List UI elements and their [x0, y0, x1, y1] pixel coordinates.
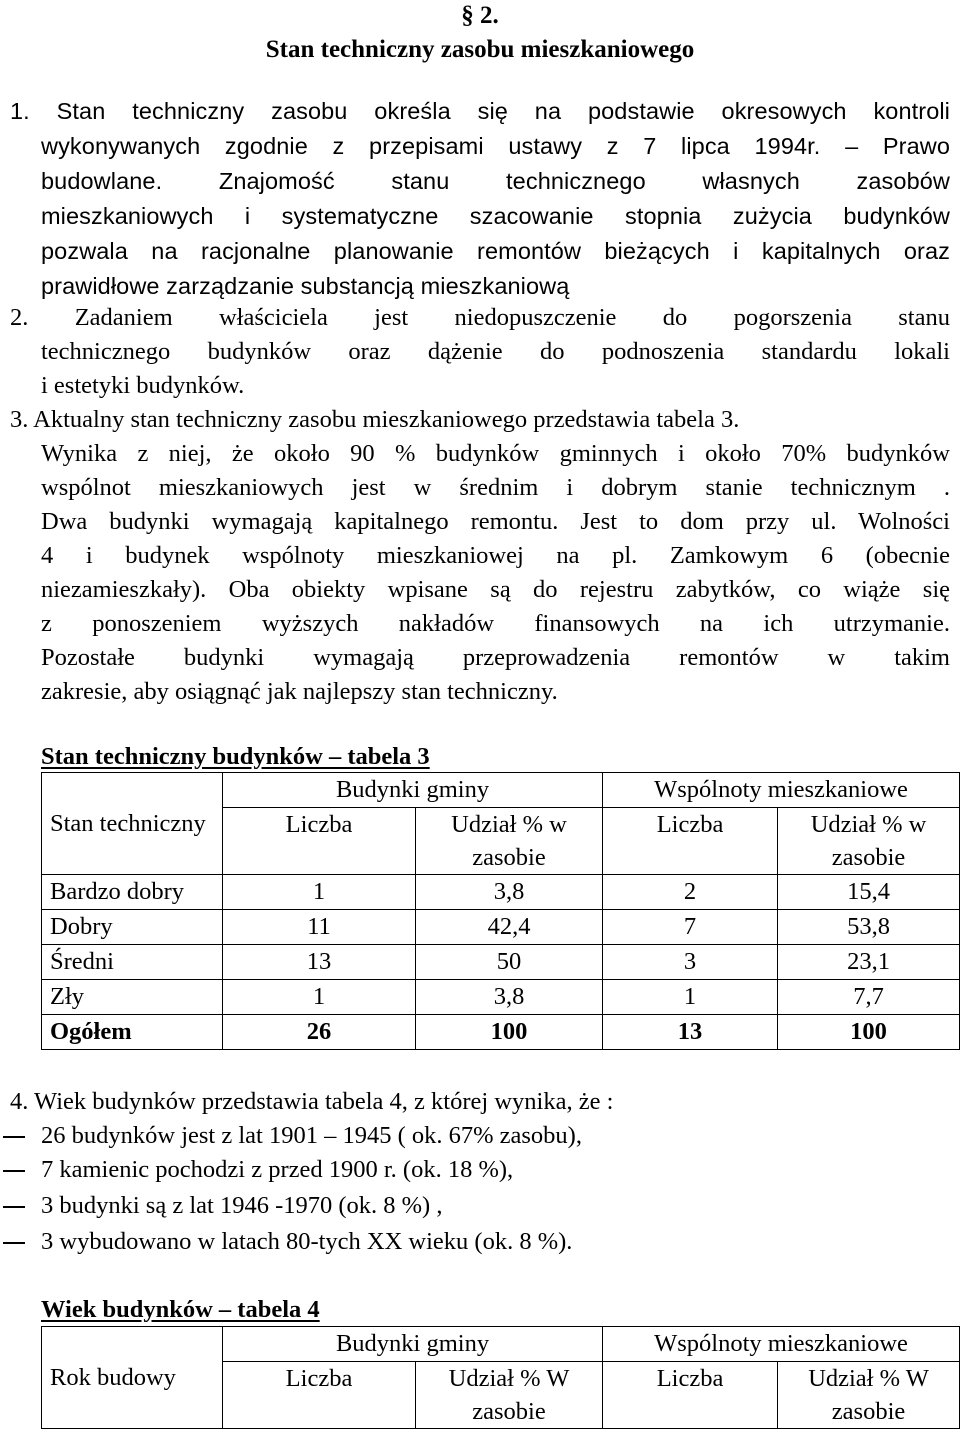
cell-w-liczba: 2: [603, 875, 778, 910]
header-wspolnoty: Wspólnoty mieszkaniowe: [603, 1327, 960, 1362]
header-wspolnoty: Wspólnoty mieszkaniowe: [603, 773, 960, 808]
cell-g-udzial: 3,8: [416, 980, 603, 1015]
list-item: [0, 1194, 960, 1230]
header-liczba: Liczba: [223, 808, 416, 875]
cell-w-udzial: 100: [778, 1015, 960, 1050]
para3-line: niezamieszkały). Oba obiekty wpisane są do rejestru zabytków, co wiąże się: [41, 576, 950, 603]
dash-bullet-icon: [3, 1170, 25, 1172]
header-udzial: Udział % W zasobie: [416, 1362, 603, 1429]
para1-line: budowlane. Znajomość stanu technicznego własnych zasobów: [41, 168, 950, 194]
row-label: Bardzo dobry: [42, 875, 223, 910]
para3-line: 3. Aktualny stan techniczny zasobu mieszkaniowego przedstawia tabela 3.: [10, 406, 740, 433]
cell-g-udzial: 50: [416, 945, 603, 980]
para1-line: pozwala na racjonalne planowanie remontów bieżących i kapitalnych oraz: [41, 238, 950, 264]
cell-g-udzial: 100: [416, 1015, 603, 1050]
para2-line: technicznego budynków oraz dążenie do podnoszenia standardu lokali: [41, 338, 950, 365]
cell-w-liczba: 3: [603, 945, 778, 980]
table-4: [41, 1326, 960, 1429]
list-item-text: 3 wybudowano w latach 80-tych XX wieku (ok. 8 %).: [41, 1228, 573, 1255]
table-row: [42, 875, 960, 910]
table-row-total: [42, 1015, 960, 1050]
list-item: [0, 1158, 960, 1194]
cell-g-liczba: 26: [223, 1015, 416, 1050]
row-label: Ogółem: [42, 1015, 223, 1050]
dash-bullet-icon: [3, 1136, 25, 1138]
cell-w-udzial: 7,7: [778, 980, 960, 1015]
table-row: [42, 980, 960, 1015]
cell-g-liczba: 1: [223, 875, 416, 910]
header-liczba: Liczba: [223, 1362, 416, 1429]
row-label: Średni: [42, 945, 223, 980]
header-udzial: Udział % w zasobie: [416, 808, 603, 875]
row-label: Zły: [42, 980, 223, 1015]
table3-caption: Stan techniczny budynków – tabela 3: [41, 743, 430, 770]
para3-line: Wynika z niej, że około 90 % budynków gminnych i około 70% budynków: [41, 440, 950, 467]
header-budynki-gminy: Budynki gminy: [223, 1327, 603, 1362]
list-item: [0, 1230, 960, 1266]
para1-line: prawidłowe zarządzanie substancją mieszkaniową: [41, 273, 570, 299]
para4-intro: 4. Wiek budynków przedstawia tabela 4, z której wynika, że :: [10, 1088, 614, 1115]
header-rok-budowy: Rok budowy: [42, 1327, 223, 1429]
para1-line: mieszkaniowych i systematyczne szacowanie stopnia zużycia budynków: [41, 203, 950, 229]
cell-w-liczba: 7: [603, 910, 778, 945]
table-3: [41, 772, 960, 1050]
list-item-text: 7 kamienic pochodzi z przed 1900 r. (ok. 18 %),: [41, 1156, 514, 1183]
para3-line: 4 i budynek wspólnoty mieszkaniowej na pl. Zamkowym 6 (obecnie: [41, 542, 950, 569]
list-item-text: 3 budynki są z lat 1946 -1970 (ok. 8 %) ,: [41, 1192, 443, 1219]
cell-g-liczba: 13: [223, 945, 416, 980]
table-row: [42, 945, 960, 980]
header-liczba: Liczba: [603, 808, 778, 875]
cell-w-liczba: 1: [603, 980, 778, 1015]
dash-bullet-icon: [3, 1206, 25, 1208]
cell-g-liczba: 11: [223, 910, 416, 945]
header-stan-techniczny: Stan techniczny: [42, 773, 223, 875]
cell-w-liczba: 13: [603, 1015, 778, 1050]
header-udzial: Udział % w zasobie: [778, 808, 960, 875]
para1-line: wykonywanych zgodnie z przepisami ustawy z 7 lipca 1994r. – Prawo: [41, 133, 950, 159]
section-title: Stan techniczny zasobu mieszkaniowego: [265, 36, 695, 63]
row-label: Dobry: [42, 910, 223, 945]
cell-g-udzial: 42,4: [416, 910, 603, 945]
para2-line: i estetyki budynków.: [41, 372, 245, 399]
cell-w-udzial: 53,8: [778, 910, 960, 945]
para3-line: zakresie, aby osiągnąć jak najlepszy stan techniczny.: [41, 678, 558, 705]
para3-line: wspólnot mieszkaniowych jest w średnim i dobrym stanie technicznym .: [41, 474, 950, 501]
table-row: [42, 910, 960, 945]
cell-g-liczba: 1: [223, 980, 416, 1015]
list-item: [0, 1124, 960, 1160]
header-udzial: Udział % W zasobie: [778, 1362, 960, 1429]
list-item-text: 26 budynków jest z lat 1901 – 1945 ( ok. 67% zasobu),: [41, 1122, 582, 1149]
para3-line: Dwa budynki wymagają kapitalnego remontu. Jest to dom przy ul. Wolności: [41, 508, 950, 535]
table4-caption: Wiek budynków – tabela 4: [41, 1296, 320, 1323]
header-liczba: Liczba: [603, 1362, 778, 1429]
para2-line: 2. Zadaniem właściciela jest niedopuszczenie do pogorszenia stanu: [10, 304, 950, 331]
cell-w-udzial: 23,1: [778, 945, 960, 980]
dash-bullet-icon: [3, 1242, 25, 1244]
para3-line: Pozostałe budynki wymagają przeprowadzenia remontów w takim: [41, 644, 950, 671]
header-budynki-gminy: Budynki gminy: [223, 773, 603, 808]
para3-line: z ponoszeniem wyższych nakładów finansowych na ich utrzymanie.: [41, 610, 950, 637]
section-number: § 2.: [461, 2, 499, 29]
para1-line: 1. Stan techniczny zasobu określa się na podstawie okresowych kontroli: [10, 98, 950, 124]
cell-w-udzial: 15,4: [778, 875, 960, 910]
cell-g-udzial: 3,8: [416, 875, 603, 910]
